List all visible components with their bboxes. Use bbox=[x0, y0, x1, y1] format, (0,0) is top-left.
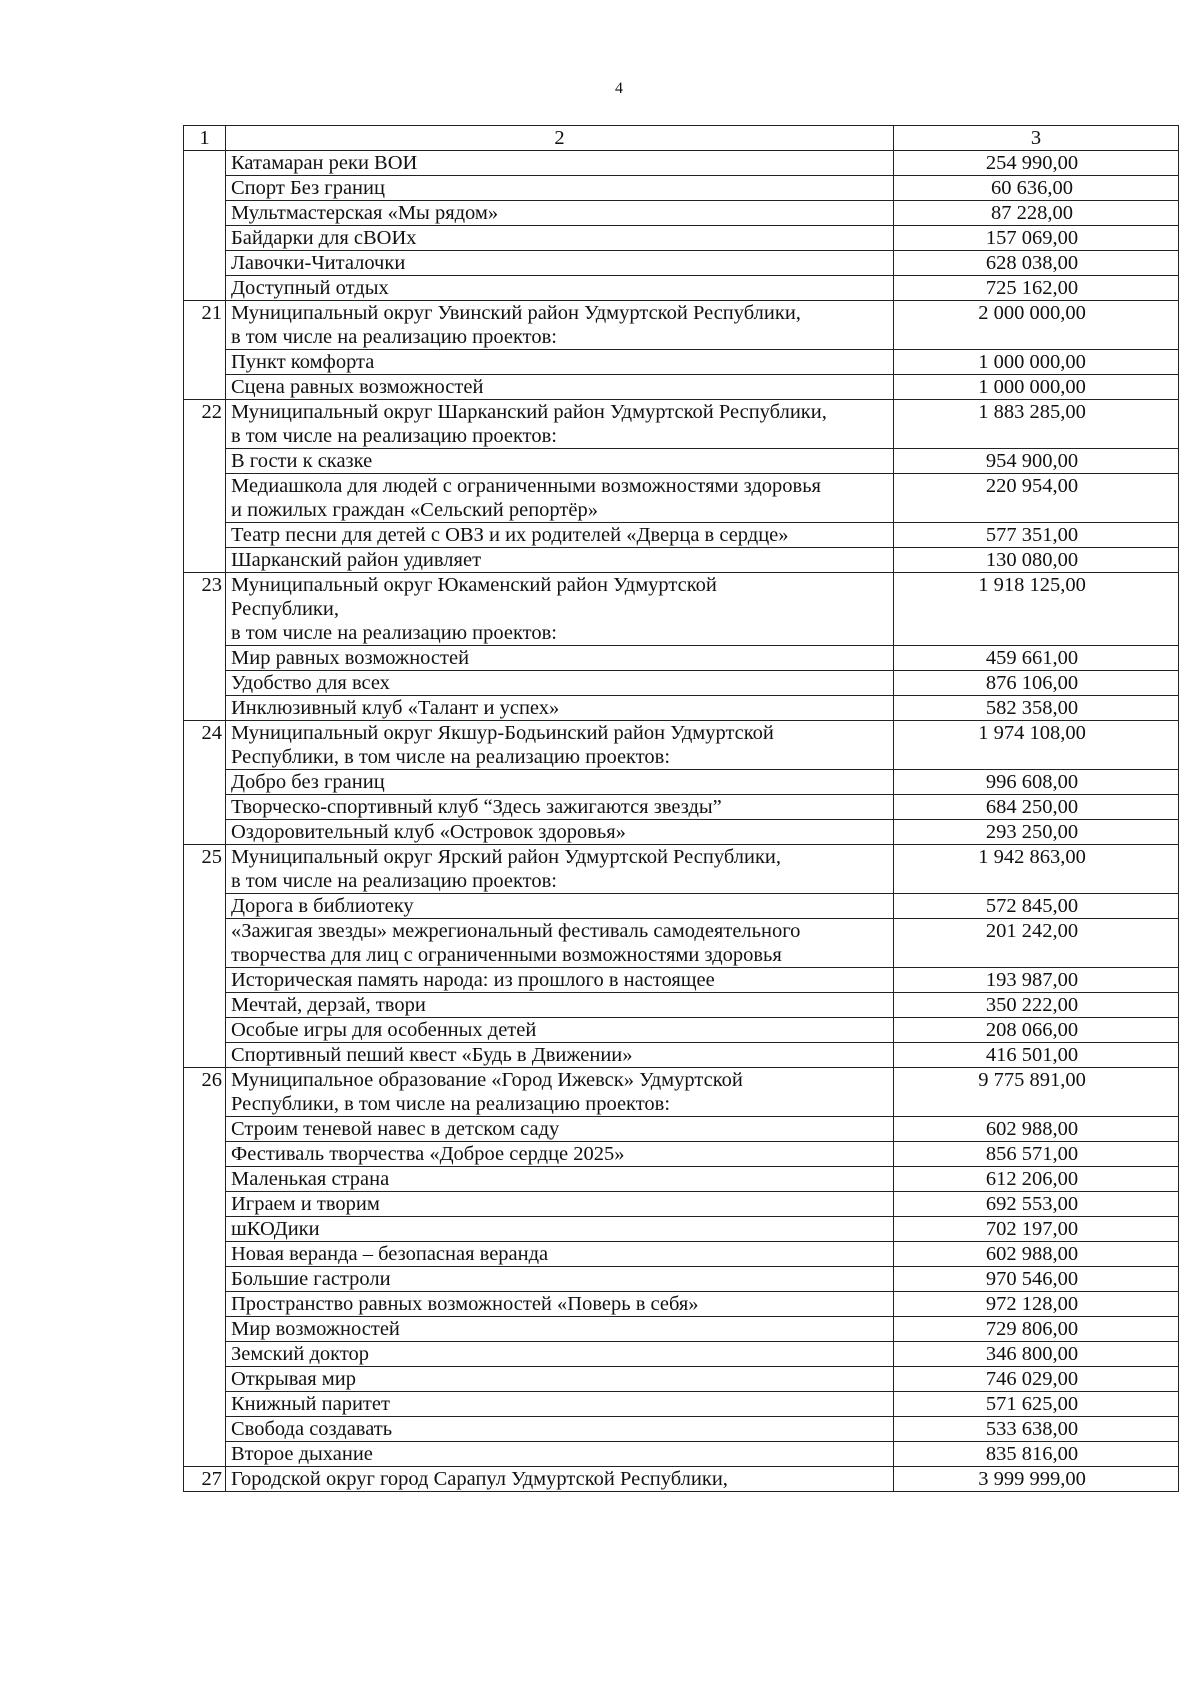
row-name: Муниципальный округ Юкаменский район Удмуртской Республики, в том числе на реализацию проектов: bbox=[226, 573, 894, 646]
row-amount: 972 128,00 bbox=[894, 1292, 1179, 1317]
row-name: Новая веранда – безопасная веранда bbox=[226, 1242, 894, 1267]
row-amount: 612 206,00 bbox=[894, 1167, 1179, 1192]
table-row bbox=[184, 770, 1179, 795]
row-amount: 1 883 285,00 bbox=[894, 400, 1179, 449]
row-name: Спортивный пеший квест «Будь в Движении» bbox=[226, 1043, 894, 1068]
table-row bbox=[184, 201, 1179, 226]
row-number bbox=[184, 1242, 226, 1267]
row-number: 25 bbox=[184, 845, 226, 894]
row-number bbox=[184, 523, 226, 548]
row-number: 22 bbox=[184, 400, 226, 449]
row-number bbox=[184, 1217, 226, 1242]
table-row bbox=[184, 1467, 1179, 1492]
row-name: Мечтай, дерзай, твори bbox=[226, 993, 894, 1018]
table-row bbox=[184, 721, 1179, 770]
row-amount: 533 638,00 bbox=[894, 1417, 1179, 1442]
row-name: Пространство равных возможностей «Поверь в себя» bbox=[226, 1292, 894, 1317]
table-row bbox=[184, 696, 1179, 721]
row-amount: 220 954,00 bbox=[894, 474, 1179, 523]
row-name: Добро без границ bbox=[226, 770, 894, 795]
row-number bbox=[184, 696, 226, 721]
table-row bbox=[184, 548, 1179, 573]
table-row bbox=[184, 251, 1179, 276]
table-row bbox=[184, 1217, 1179, 1242]
row-number bbox=[184, 276, 226, 301]
row-amount: 2 000 000,00 bbox=[894, 301, 1179, 350]
row-number bbox=[184, 226, 226, 251]
row-number: 24 bbox=[184, 721, 226, 770]
row-number bbox=[184, 646, 226, 671]
row-name: Муниципальное образование «Город Ижевск» Удмуртской Республики, в том числе на реализацию проектов: bbox=[226, 1068, 894, 1117]
table-row bbox=[184, 226, 1179, 251]
row-amount: 692 553,00 bbox=[894, 1192, 1179, 1217]
row-number bbox=[184, 993, 226, 1018]
row-amount: 577 351,00 bbox=[894, 523, 1179, 548]
row-name: Творческо-спортивный клуб “Здесь зажигаются звезды” bbox=[226, 795, 894, 820]
row-amount: 9 775 891,00 bbox=[894, 1068, 1179, 1117]
row-amount: 3 999 999,00 bbox=[894, 1467, 1179, 1492]
table-row bbox=[184, 523, 1179, 548]
table-row bbox=[184, 350, 1179, 375]
row-name: Фестиваль творчества «Доброе сердце 2025» bbox=[226, 1142, 894, 1167]
row-number bbox=[184, 350, 226, 375]
projects-table bbox=[183, 125, 1179, 1492]
row-name: Книжный паритет bbox=[226, 1392, 894, 1417]
table-row bbox=[184, 968, 1179, 993]
table-row bbox=[184, 845, 1179, 894]
table-row bbox=[184, 1142, 1179, 1167]
row-amount: 1 918 125,00 bbox=[894, 573, 1179, 646]
row-name: Инклюзивный клуб «Талант и успех» bbox=[226, 696, 894, 721]
table-row bbox=[184, 276, 1179, 301]
row-number bbox=[184, 1142, 226, 1167]
row-amount: 130 080,00 bbox=[894, 548, 1179, 573]
row-name: Доступный отдых bbox=[226, 276, 894, 301]
row-amount: 876 106,00 bbox=[894, 671, 1179, 696]
row-number bbox=[184, 176, 226, 201]
row-name: Большие гастроли bbox=[226, 1267, 894, 1292]
row-number bbox=[184, 1417, 226, 1442]
row-number bbox=[184, 375, 226, 400]
table-row bbox=[184, 301, 1179, 350]
row-name: Муниципальный округ Увинский район Удмуртской Республики, в том числе на реализацию проектов: bbox=[226, 301, 894, 350]
row-number bbox=[184, 820, 226, 845]
row-name: Удобство для всех bbox=[226, 671, 894, 696]
row-number: 23 bbox=[184, 573, 226, 646]
row-amount: 996 608,00 bbox=[894, 770, 1179, 795]
row-amount: 856 571,00 bbox=[894, 1142, 1179, 1167]
row-name: Оздоровительный клуб «Островок здоровья» bbox=[226, 820, 894, 845]
row-number bbox=[184, 968, 226, 993]
table-row bbox=[184, 573, 1179, 646]
row-name: Мир возможностей bbox=[226, 1317, 894, 1342]
table-row bbox=[184, 671, 1179, 696]
row-amount: 582 358,00 bbox=[894, 696, 1179, 721]
table-row bbox=[184, 1192, 1179, 1217]
table-row bbox=[184, 1043, 1179, 1068]
row-name: Свобода создавать bbox=[226, 1417, 894, 1442]
row-name: Строим теневой навес в детском саду bbox=[226, 1117, 894, 1142]
table-row bbox=[184, 1242, 1179, 1267]
row-number bbox=[184, 1267, 226, 1292]
row-amount: 193 987,00 bbox=[894, 968, 1179, 993]
row-amount: 350 222,00 bbox=[894, 993, 1179, 1018]
table-row bbox=[184, 894, 1179, 919]
row-name: Медиашкола для людей с ограниченными возможностями здоровья и пожилых граждан «Сельский репортёр» bbox=[226, 474, 894, 523]
row-name: Катамаран реки ВОИ bbox=[226, 151, 894, 176]
row-number bbox=[184, 671, 226, 696]
row-number bbox=[184, 251, 226, 276]
table-row bbox=[184, 151, 1179, 176]
row-number bbox=[184, 1342, 226, 1367]
row-amount: 602 988,00 bbox=[894, 1242, 1179, 1267]
table-row bbox=[184, 1117, 1179, 1142]
row-number bbox=[184, 449, 226, 474]
row-name: Муниципальный округ Якшур-Бодьинский район Удмуртской Республики, в том числе на реализацию проектов: bbox=[226, 721, 894, 770]
table-row bbox=[184, 1292, 1179, 1317]
table-row bbox=[184, 646, 1179, 671]
row-number bbox=[184, 1192, 226, 1217]
row-amount: 684 250,00 bbox=[894, 795, 1179, 820]
row-amount: 416 501,00 bbox=[894, 1043, 1179, 1068]
row-name: Спорт Без границ bbox=[226, 176, 894, 201]
row-name: Пункт комфорта bbox=[226, 350, 894, 375]
table-row bbox=[184, 400, 1179, 449]
row-name: Историческая память народа: из прошлого в настоящее bbox=[226, 968, 894, 993]
table-row bbox=[184, 1317, 1179, 1342]
row-number bbox=[184, 1043, 226, 1068]
row-name: Мир равных возможностей bbox=[226, 646, 894, 671]
page-number: 4 bbox=[615, 80, 623, 97]
row-number bbox=[184, 548, 226, 573]
table-row bbox=[184, 176, 1179, 201]
row-name: Театр песни для детей с ОВЗ и их родителей «Дверца в сердце» bbox=[226, 523, 894, 548]
row-number bbox=[184, 1442, 226, 1467]
row-number bbox=[184, 795, 226, 820]
row-name: Муниципальный округ Шарканский район Удмуртской Республики, в том числе на реализацию проектов: bbox=[226, 400, 894, 449]
table-row bbox=[184, 1068, 1179, 1117]
table-row bbox=[184, 1267, 1179, 1292]
row-name: Байдарки для сВОИх bbox=[226, 226, 894, 251]
table-header-row bbox=[184, 126, 1179, 151]
row-amount: 254 990,00 bbox=[894, 151, 1179, 176]
row-number bbox=[184, 201, 226, 226]
row-amount: 572 845,00 bbox=[894, 894, 1179, 919]
row-number bbox=[184, 474, 226, 523]
row-amount: 729 806,00 bbox=[894, 1317, 1179, 1342]
row-name: Сцена равных возможностей bbox=[226, 375, 894, 400]
table-row bbox=[184, 1018, 1179, 1043]
row-amount: 157 069,00 bbox=[894, 226, 1179, 251]
row-number bbox=[184, 1367, 226, 1392]
table-row bbox=[184, 1367, 1179, 1392]
row-number: 26 bbox=[184, 1068, 226, 1117]
row-name: «Зажигая звезды» межрегиональный фестиваль самодеятельного творчества для лиц с ограниченными возможностями здоровья bbox=[226, 919, 894, 968]
row-amount: 1 000 000,00 bbox=[894, 350, 1179, 375]
row-amount: 208 066,00 bbox=[894, 1018, 1179, 1043]
table-body bbox=[184, 151, 1179, 1492]
row-number bbox=[184, 151, 226, 176]
row-number bbox=[184, 1392, 226, 1417]
row-amount: 346 800,00 bbox=[894, 1342, 1179, 1367]
row-amount: 970 546,00 bbox=[894, 1267, 1179, 1292]
row-name: Играем и творим bbox=[226, 1192, 894, 1217]
row-name: Муниципальный округ Ярский район Удмуртской Республики, в том числе на реализацию проектов: bbox=[226, 845, 894, 894]
row-number bbox=[184, 1117, 226, 1142]
table-row bbox=[184, 449, 1179, 474]
row-name: Маленькая страна bbox=[226, 1167, 894, 1192]
row-amount: 60 636,00 bbox=[894, 176, 1179, 201]
row-amount: 725 162,00 bbox=[894, 276, 1179, 301]
row-name: Шарканский район удивляет bbox=[226, 548, 894, 573]
row-amount: 835 816,00 bbox=[894, 1442, 1179, 1467]
table-row bbox=[184, 1342, 1179, 1367]
row-amount: 628 038,00 bbox=[894, 251, 1179, 276]
row-number bbox=[184, 919, 226, 968]
row-number bbox=[184, 1167, 226, 1192]
row-name: шКОДики bbox=[226, 1217, 894, 1242]
row-amount: 293 250,00 bbox=[894, 820, 1179, 845]
table-row bbox=[184, 993, 1179, 1018]
row-name: Дорога в библиотеку bbox=[226, 894, 894, 919]
row-name: В гости к сказке bbox=[226, 449, 894, 474]
row-name: Земский доктор bbox=[226, 1342, 894, 1367]
row-amount: 1 000 000,00 bbox=[894, 375, 1179, 400]
table-row bbox=[184, 795, 1179, 820]
row-number bbox=[184, 1018, 226, 1043]
row-amount: 954 900,00 bbox=[894, 449, 1179, 474]
row-amount: 201 242,00 bbox=[894, 919, 1179, 968]
row-number bbox=[184, 894, 226, 919]
row-name: Второе дыхание bbox=[226, 1442, 894, 1467]
row-amount: 87 228,00 bbox=[894, 201, 1179, 226]
row-name: Мультмастерская «Мы рядом» bbox=[226, 201, 894, 226]
row-name: Открывая мир bbox=[226, 1367, 894, 1392]
row-amount: 602 988,00 bbox=[894, 1117, 1179, 1142]
table-row bbox=[184, 1167, 1179, 1192]
row-amount: 702 197,00 bbox=[894, 1217, 1179, 1242]
table-row bbox=[184, 1442, 1179, 1467]
row-number: 21 bbox=[184, 301, 226, 350]
table-row bbox=[184, 1392, 1179, 1417]
row-number bbox=[184, 1317, 226, 1342]
table-row bbox=[184, 919, 1179, 968]
row-amount: 1 974 108,00 bbox=[894, 721, 1179, 770]
header-col-2: 2 bbox=[226, 126, 894, 151]
row-amount: 746 029,00 bbox=[894, 1367, 1179, 1392]
row-number bbox=[184, 770, 226, 795]
row-name: Лавочки-Читалочки bbox=[226, 251, 894, 276]
row-number bbox=[184, 1292, 226, 1317]
row-amount: 459 661,00 bbox=[894, 646, 1179, 671]
header-col-3: 3 bbox=[894, 126, 1179, 151]
header-col-1: 1 bbox=[184, 126, 226, 151]
row-name: Городской округ город Сарапул Удмуртской Республики, bbox=[226, 1467, 894, 1492]
table-row bbox=[184, 375, 1179, 400]
table-row bbox=[184, 820, 1179, 845]
row-amount: 571 625,00 bbox=[894, 1392, 1179, 1417]
row-number: 27 bbox=[184, 1467, 226, 1492]
row-name: Особые игры для особенных детей bbox=[226, 1018, 894, 1043]
row-amount: 1 942 863,00 bbox=[894, 845, 1179, 894]
table-row bbox=[184, 1417, 1179, 1442]
table-row bbox=[184, 474, 1179, 523]
